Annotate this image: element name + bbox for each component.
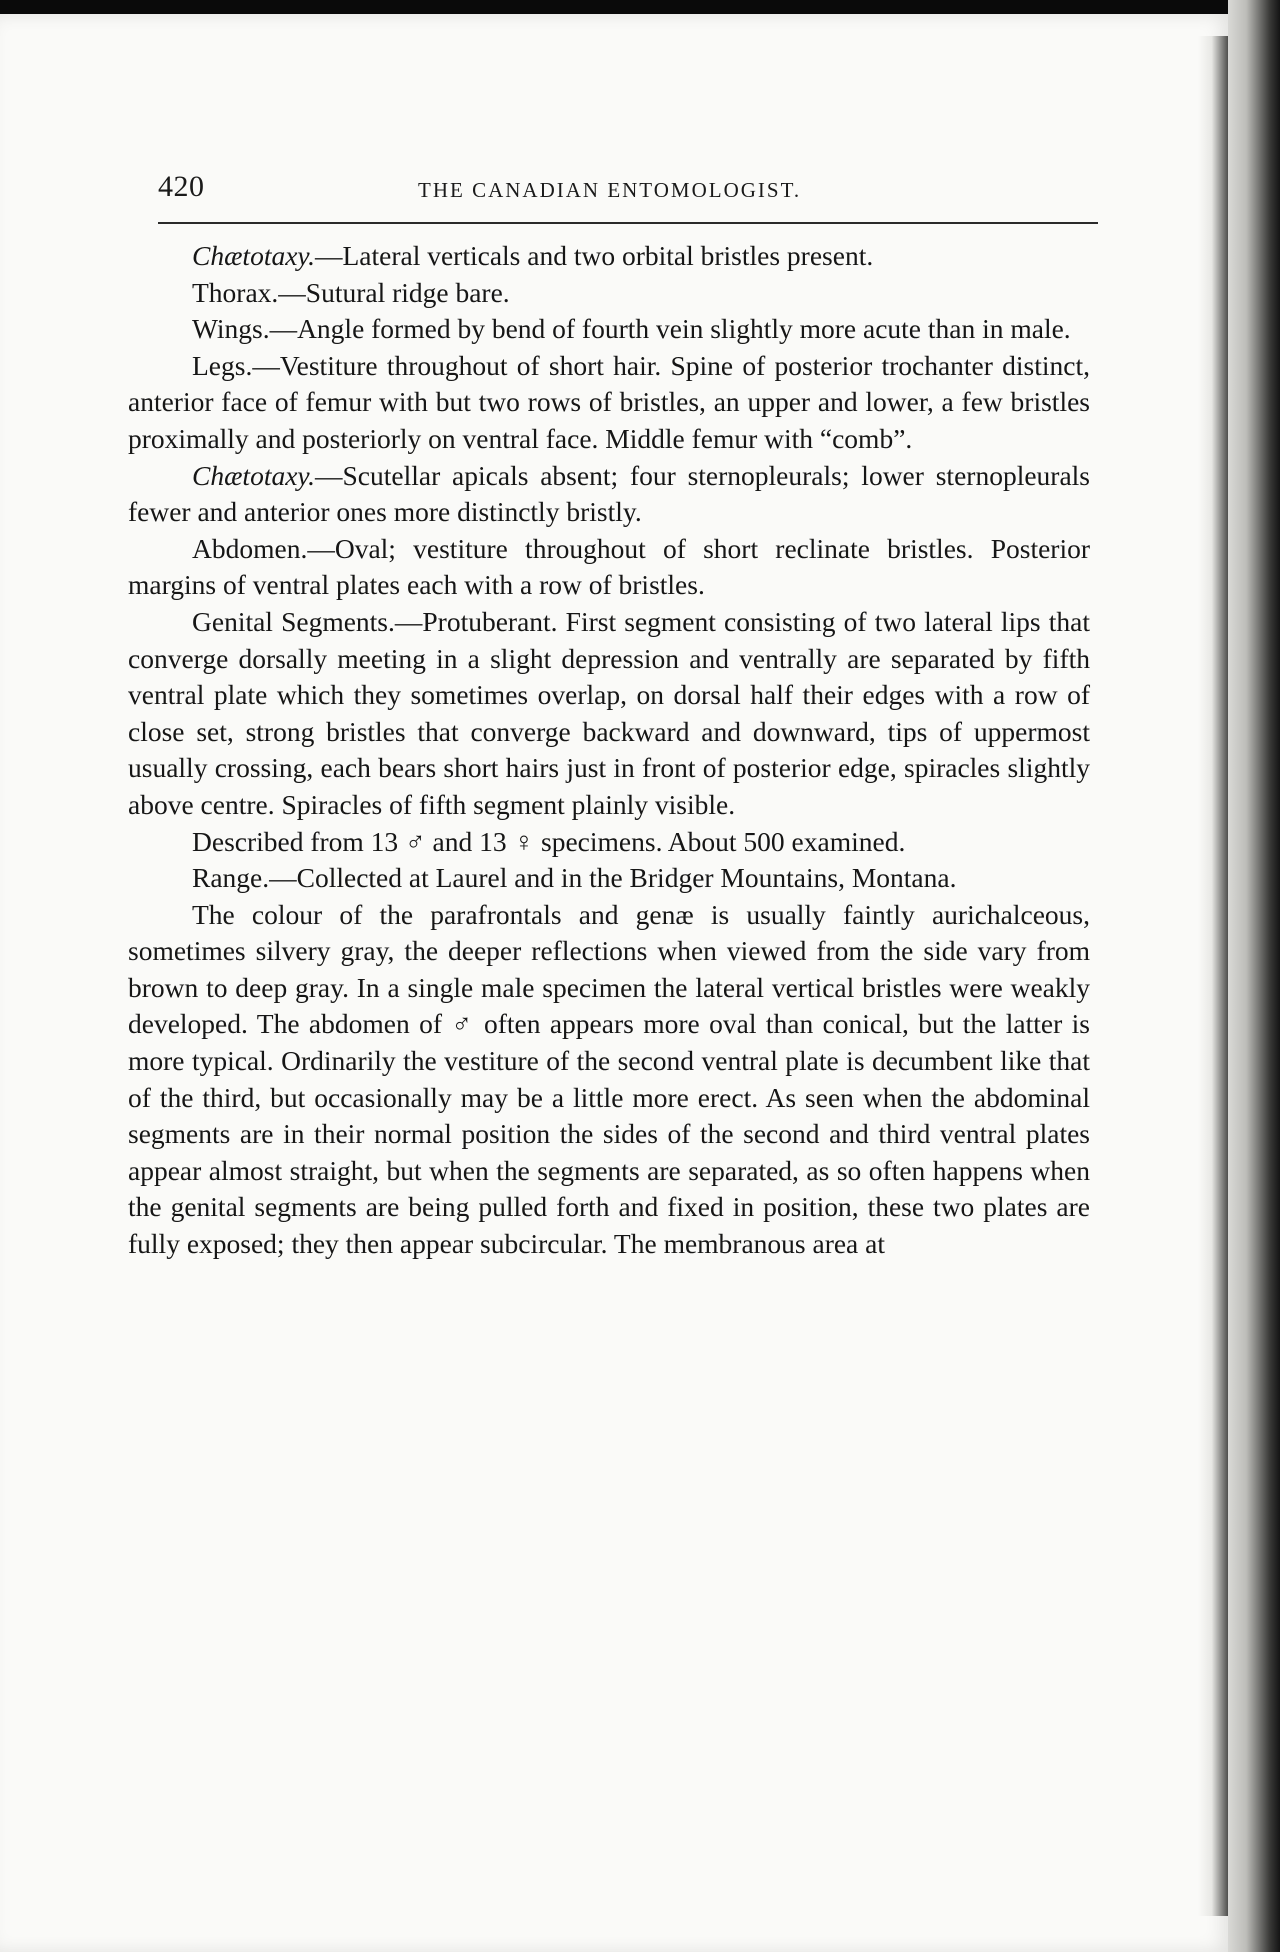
page-header	[158, 168, 1098, 218]
paragraph-range	[128, 860, 1090, 897]
paragraph-text: The colour of the parafrontals and genæ is usually faintly aurichalceous, sometimes silvery gray, the deeper reflections when viewed from the side vary from brown to deep gray. In a single male specimen the lateral vertical bristles were weakly developed. The abdomen of ♂ often appears more oval than conical, but the latter is more typical. Ordinarily the vestiture of the second ventral plate is decumbent like that of the third, but occasionally may be a little more erect. As seen when the abdominal segments are in their normal position the sides of the second and third ventral plates appear almost straight, but when the segments are separated, as so often happens when the genital segments are being pulled forth and fixed in position, these two plates are fully exposed; they then appear subcircular. The membranous area at	[128, 898, 1090, 1260]
paragraph-text: —Lateral verticals and two orbital bristles present.	[315, 240, 874, 271]
paragraph-wings	[128, 311, 1090, 348]
book-gutter	[1228, 0, 1280, 1952]
paragraph-text: —Scutellar apicals absent; four sternopleurals; lower sternopleurals fewer and anterior ones more distinctly bristly.	[128, 459, 1090, 528]
paragraph-legs	[128, 348, 1090, 458]
paragraph-remarks	[128, 897, 1090, 1263]
running-head: THE CANADIAN ENTOMOLOGIST.	[418, 178, 802, 202]
article-body	[128, 238, 1090, 1263]
page-edge-shadow	[1198, 36, 1232, 1916]
paragraph-lead: Chætotaxy.	[192, 240, 315, 271]
header-rule	[158, 222, 1098, 224]
paragraph-female-chaetotaxy-head	[128, 238, 1090, 275]
paragraph-text: Thorax.—Sutural ridge bare.	[192, 276, 510, 308]
paragraph-text: Wings.—Angle formed by bend of fourth vein slightly more acute than in male.	[192, 313, 1071, 345]
paragraph-thorax	[128, 275, 1090, 312]
paragraph-genital-segments	[128, 604, 1090, 824]
paragraph-abdomen	[128, 531, 1090, 604]
paragraph-text: Described from 13 ♂ and 13 ♀ specimens. About 500 examined.	[192, 825, 906, 857]
paragraph-text: Abdomen.—Oval; vestiture throughout of short reclinate bristles. Posterior margins of ventral plates each with a row of bristles.	[128, 532, 1090, 601]
page-number: 420	[158, 170, 205, 203]
paragraph-chaetotaxy-thorax	[128, 458, 1090, 531]
paragraph-text: Legs.—Vestiture throughout of short hair. Spine of posterior trochanter distinct, anterior face of femur with but two rows of bristles, an upper and lower, a few bristles proximally and posteriorly on ventral face. Middle femur with “comb”.	[128, 349, 1090, 454]
paragraph-text: Genital Segments.—Protuberant. First segment consisting of two lateral lips that converge dorsally meeting in a slight depression and ventrally are separated by fifth ventral plate which they sometimes overlap, on dorsal half their edges with a row of close set, strong bristles that converge backward and downward, tips of uppermost usually crossing, each bears short hairs just in front of posterior edge, spiracles slightly above centre. Spiracles of fifth segment plainly visible.	[128, 605, 1090, 820]
paragraph-lead: Chætotaxy.	[192, 459, 315, 491]
paragraph-specimens	[128, 824, 1090, 861]
paragraph-text: Range.—Collected at Laurel and in the Bridger Mountains, Montana.	[192, 862, 957, 894]
